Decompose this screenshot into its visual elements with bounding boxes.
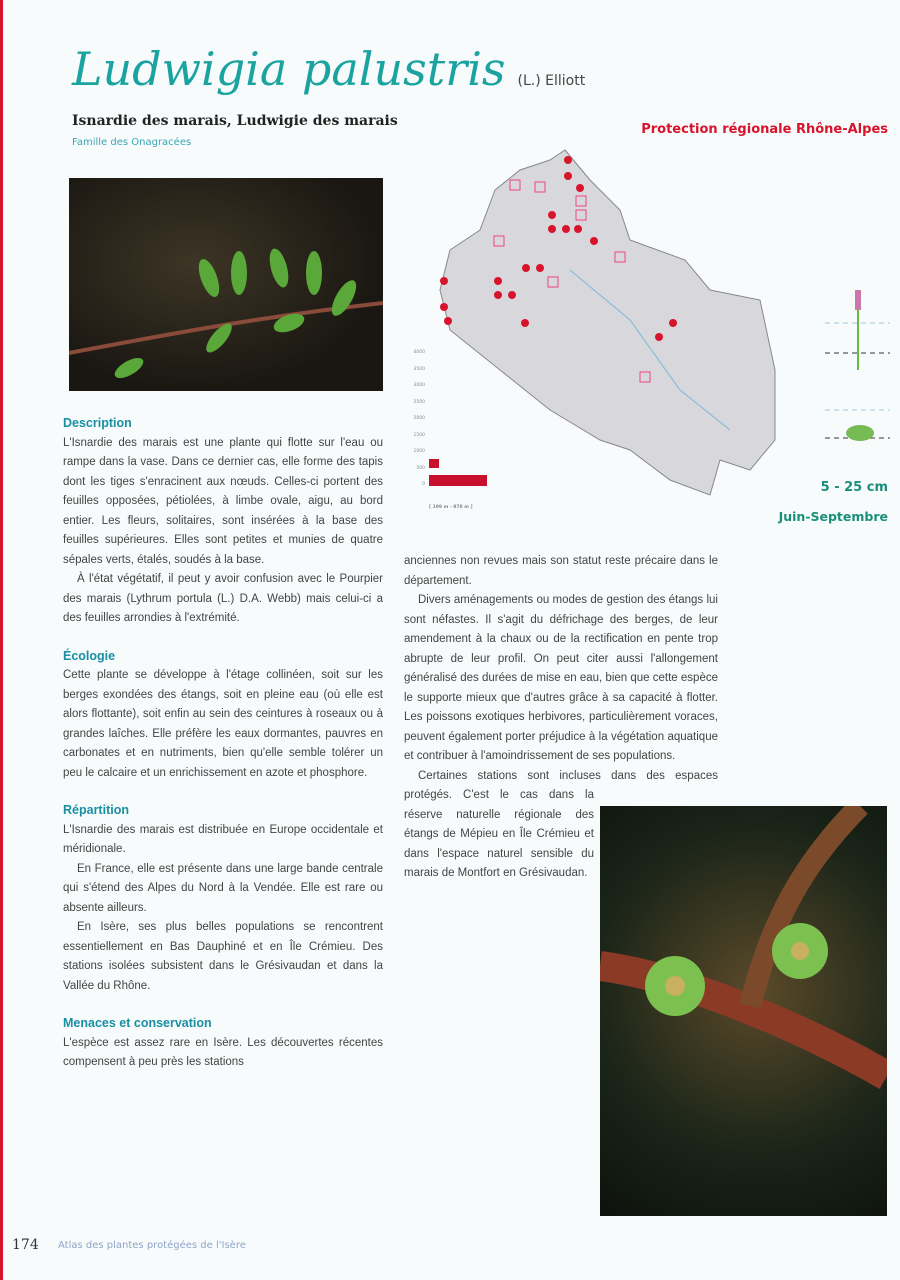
protection-status: Protection régionale Rhône-Alpes: [641, 122, 888, 137]
left-column: [63, 402, 383, 1073]
altitude-bar-0-500: [429, 475, 487, 486]
paragraph: anciennes non revues mais son statut reste précaire dans le département.: [404, 555, 718, 587]
heading-repartition: Répartition: [63, 803, 129, 817]
tick-label: 1000: [413, 449, 425, 454]
paragraph: En Isère, ses plus belles populations se rencontrent essentiellement en Bas Dauphiné et en Île Crémieu. Des stations isolées subsistent dans le Grésivaudan et dans la Vallée du Rhône.: [63, 921, 383, 992]
tick-label: 3000: [413, 383, 425, 388]
species-author: (L.) Elliott: [517, 73, 586, 89]
tick-label: 0: [422, 482, 425, 487]
altitude-bar-500-1000: [429, 459, 439, 468]
page-number: 174: [12, 1237, 39, 1253]
paragraph: L'Isnardie des marais est une plante qui flotte sur l'eau ou rampe dans la vase. Dans ce dernier cas, elle forme des tapis dont les tiges s'enracinent aux nœuds. Celles-ci portent des feuilles opposées, pétiolées, à limbe ovale, aigu, au bord entier. Les fleurs, solitaires, sont insérées à la base des feuilles supérieures. Elles sont petites et munies de quatre sépales verts, étalés, soudés à la base.: [63, 436, 383, 566]
plant-photo-flowers: [600, 806, 887, 1216]
plant-photo-stem: [69, 178, 383, 391]
altitude-range: [ 199 m - 878 m ]: [429, 505, 473, 510]
family-name: Famille des Onagracées: [72, 137, 192, 148]
heading-description: Description: [63, 416, 132, 430]
heading-menaces: Menaces et conservation: [63, 1016, 212, 1030]
paragraph: L'espèce est assez rare en Isère. Les découvertes récentes compensent à peu près les stations: [63, 1036, 383, 1068]
flowering-period: Juin-Septembre: [778, 509, 888, 524]
tick-label: 2500: [413, 399, 425, 405]
tick-label: 3500: [413, 366, 425, 372]
heading-ecologie: Écologie: [63, 648, 116, 663]
paragraph: Divers aménagements ou modes de gestion des étangs lui sont néfastes. Il s'agit du défrichage des berges, de leur amendement à la chaux ou de la rectification en pente trop abrupte de leur profil. On peut citer aussi l'allongement généralisé des durées de mise en eau, bien que cette espèce le supporte mieux que d'autres grâce à sa capacité à flotter. Les poissons exotiques herbivores, particulièrement voraces, peuvent également porter préjudice à la végétation aquatique et contribuer à l'amoindrissement de ses populations.: [404, 594, 718, 762]
paragraph: Certaines stations sont incluses dans des espaces protégés. C'est le cas dans la réserve naturelle régionale des étangs de Mépieu en Île Crémieu et dans l'espace naturel sensible du marais de Montfort en Grésivaudan.: [404, 769, 718, 879]
tick-label: 500: [416, 465, 425, 471]
paragraph: Cette plante se développe à l'étage collinéen, soit sur les berges exondées des étangs, soit en pleine eau (où elle est alors flottante), soit enfin au sein des ceintures à roseaux ou à grandes laîches. Elle préfère les eaux dormantes, pauvres en carbonates et en nutriments, bien qu'elle semble tolérer un peu le calcaire et un enrichissement en azote et phosphore.: [63, 669, 383, 779]
page-edge-mark: [0, 0, 3, 1280]
book-title: Atlas des plantes protégées de l'Isère: [58, 1240, 246, 1251]
life-form-icons: [825, 285, 895, 445]
tick-label: 1500: [413, 432, 425, 438]
common-names: Isnardie des marais, Ludwigie des marais: [72, 113, 398, 129]
tick-label: 4000: [413, 350, 425, 355]
plant-size: 5 - 25 cm: [820, 480, 888, 495]
tick-label: 2000: [413, 416, 425, 421]
paragraph: L'Isnardie des marais est distribuée en Europe occidentale et méridionale.: [63, 823, 383, 855]
altitude-chart: [405, 345, 500, 520]
species-title: Ludwigia palustris: [72, 42, 506, 96]
paragraph: En France, elle est présente dans une large bande centrale qui s'étend des Alpes du Nord à la Vendée. Elle est rare ou absente ailleurs.: [63, 862, 383, 914]
title-row: [72, 42, 585, 96]
paragraph: À l'état végétatif, il peut y avoir confusion avec le Pourpier des marais (Lythrum portula (L.) D.A. Webb) mais celui-ci a des feuilles arrondies à l'extrémité.: [63, 573, 383, 624]
